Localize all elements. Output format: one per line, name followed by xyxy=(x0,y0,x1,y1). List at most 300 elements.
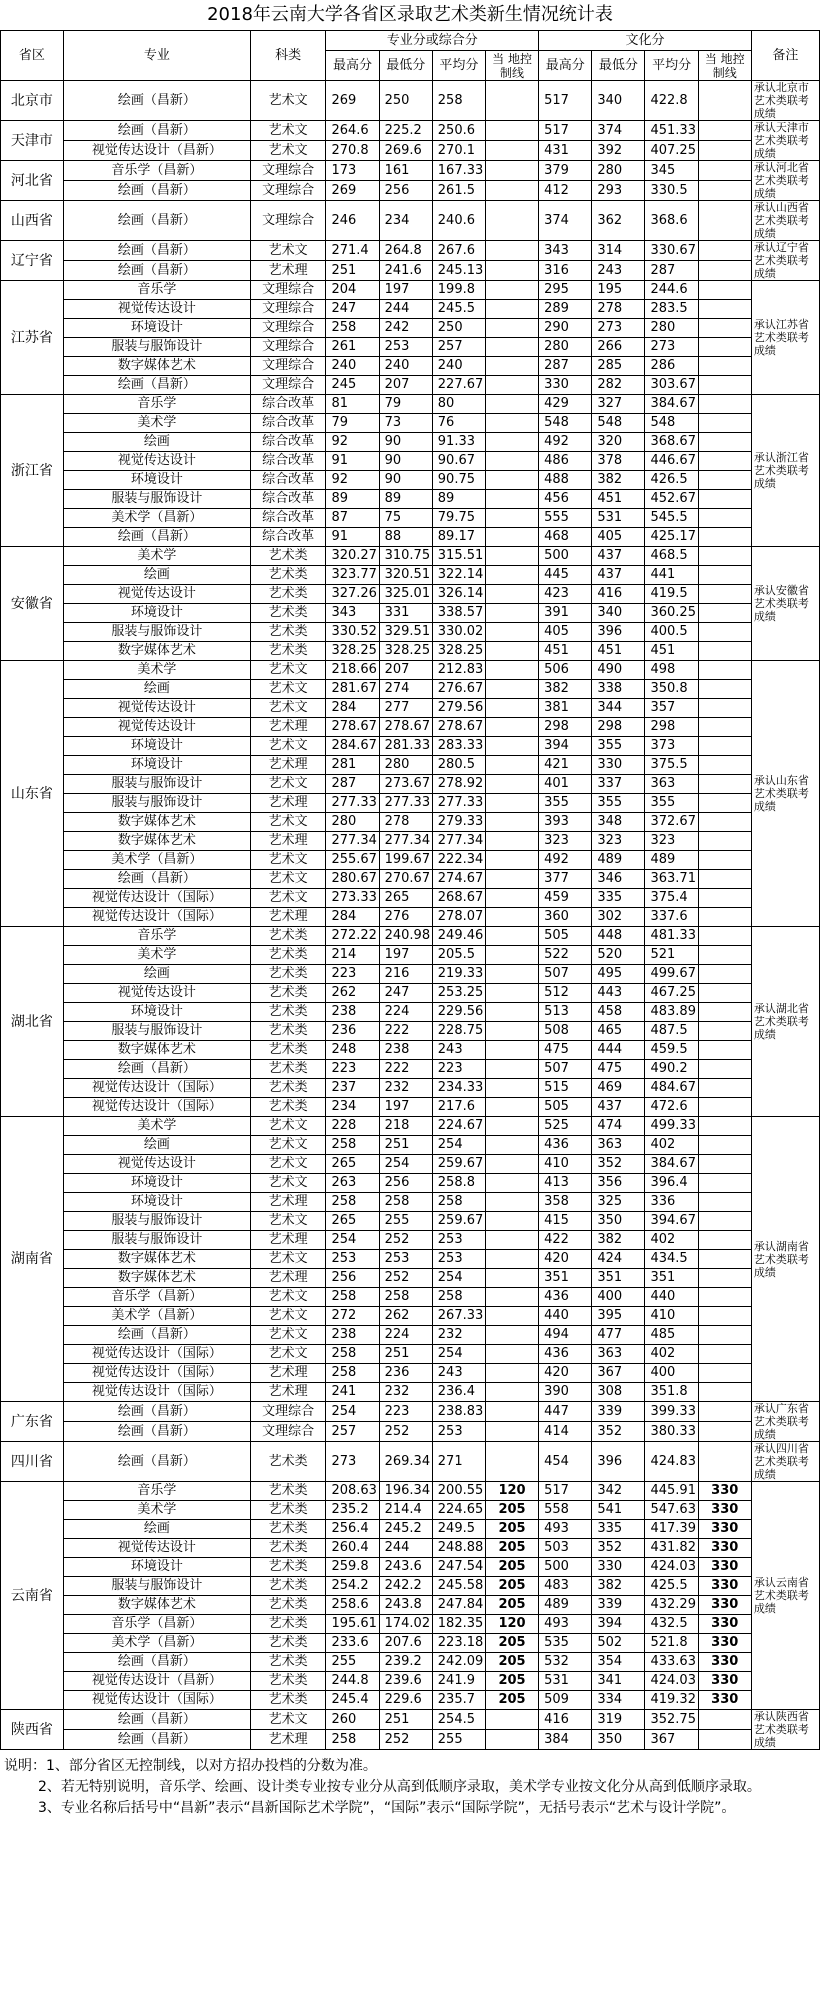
cell-cult-max: 391 xyxy=(539,604,592,623)
cell-cult-avg: 400 xyxy=(645,1364,698,1383)
cell-major: 环境设计 xyxy=(63,1558,250,1577)
cell-cult-line xyxy=(698,1345,751,1364)
cell-prof-max: 264.6 xyxy=(326,121,379,141)
cell-prof-line xyxy=(485,680,538,699)
cell-cult-max: 531 xyxy=(539,1672,592,1691)
cell-prof-line xyxy=(485,1003,538,1022)
cell-prof-min: 224 xyxy=(379,1003,432,1022)
cell-cult-line: 330 xyxy=(698,1672,751,1691)
cell-cult-max: 456 xyxy=(539,490,592,509)
cell-prof-min: 196.34 xyxy=(379,1482,432,1501)
cell-cult-avg: 402 xyxy=(645,1231,698,1250)
table-row xyxy=(1,946,820,965)
header-cult-control-line: 当 地控制线 xyxy=(698,51,751,81)
cell-category: 文理综合 xyxy=(250,1422,326,1442)
cell-prof-avg: 249.5 xyxy=(432,1520,485,1539)
table-row xyxy=(1,201,820,241)
cell-cult-min: 477 xyxy=(592,1326,645,1345)
cell-prof-min: 197 xyxy=(379,946,432,965)
table-row xyxy=(1,471,820,490)
cell-prof-avg: 232 xyxy=(432,1326,485,1345)
table-row xyxy=(1,319,820,338)
cell-prof-max: 262 xyxy=(326,984,379,1003)
cell-major: 绘画（昌新） xyxy=(63,1326,250,1345)
cell-cult-line xyxy=(698,281,751,300)
cell-cult-max: 513 xyxy=(539,1003,592,1022)
cell-prof-avg: 277.33 xyxy=(432,794,485,813)
cell-category: 艺术文 xyxy=(250,661,326,680)
cell-cult-min: 314 xyxy=(592,241,645,261)
cell-province: 河北省 xyxy=(1,161,64,201)
cell-cult-min: 382 xyxy=(592,471,645,490)
cell-note: 承认山西省艺术类联考成绩 xyxy=(751,201,819,241)
cell-cult-min: 320 xyxy=(592,433,645,452)
cell-prof-avg: 91.33 xyxy=(432,433,485,452)
cell-category: 艺术理 xyxy=(250,1730,326,1750)
cell-cult-line xyxy=(698,737,751,756)
cell-major: 美术学（昌新） xyxy=(63,1307,250,1326)
cell-cult-avg: 323 xyxy=(645,832,698,851)
cell-cult-avg: 410 xyxy=(645,1307,698,1326)
cell-major: 音乐学 xyxy=(63,395,250,414)
cell-cult-min: 350 xyxy=(592,1212,645,1231)
cell-cult-avg: 422.8 xyxy=(645,81,698,121)
cell-cult-max: 410 xyxy=(539,1155,592,1174)
cell-prof-line xyxy=(485,984,538,1003)
cell-prof-avg: 278.92 xyxy=(432,775,485,794)
cell-cult-min: 520 xyxy=(592,946,645,965)
cell-province: 浙江省 xyxy=(1,395,64,547)
cell-prof-max: 284.67 xyxy=(326,737,379,756)
cell-category: 艺术文 xyxy=(250,813,326,832)
cell-prof-min: 199.67 xyxy=(379,851,432,870)
cell-prof-max: 89 xyxy=(326,490,379,509)
cell-prof-line xyxy=(485,281,538,300)
cell-major: 视觉传达设计（昌新） xyxy=(63,141,250,161)
cell-cult-avg: 368.6 xyxy=(645,201,698,241)
cell-cult-min: 382 xyxy=(592,1577,645,1596)
cell-cult-max: 422 xyxy=(539,1231,592,1250)
cell-province: 云南省 xyxy=(1,1482,64,1710)
cell-prof-line xyxy=(485,1117,538,1136)
cell-category: 艺术类 xyxy=(250,1672,326,1691)
cell-prof-min: 223 xyxy=(379,1402,432,1422)
cell-prof-avg: 254 xyxy=(432,1269,485,1288)
cell-cult-avg: 483.89 xyxy=(645,1003,698,1022)
cell-cult-line xyxy=(698,181,751,201)
cell-major: 服装与服饰设计 xyxy=(63,338,250,357)
cell-prof-min: 331 xyxy=(379,604,432,623)
cell-prof-max: 343 xyxy=(326,604,379,623)
cell-prof-max: 258 xyxy=(326,1345,379,1364)
cell-cult-min: 394 xyxy=(592,1615,645,1634)
cell-major: 美术学 xyxy=(63,946,250,965)
cell-cult-min: 355 xyxy=(592,794,645,813)
cell-prof-line xyxy=(485,395,538,414)
cell-cult-max: 447 xyxy=(539,1402,592,1422)
table-row xyxy=(1,376,820,395)
table-row xyxy=(1,338,820,357)
table-row xyxy=(1,490,820,509)
cell-cult-avg: 373 xyxy=(645,737,698,756)
cell-cult-line xyxy=(698,376,751,395)
cell-prof-line xyxy=(485,319,538,338)
cell-cult-max: 355 xyxy=(539,794,592,813)
cell-cult-avg: 452.67 xyxy=(645,490,698,509)
cell-cult-line xyxy=(698,490,751,509)
cell-cult-max: 505 xyxy=(539,1098,592,1117)
cell-cult-max: 548 xyxy=(539,414,592,433)
cell-prof-max: 258 xyxy=(326,319,379,338)
cell-cult-max: 412 xyxy=(539,181,592,201)
cell-cult-min: 337 xyxy=(592,775,645,794)
cell-cult-line: 330 xyxy=(698,1520,751,1539)
table-row xyxy=(1,241,820,261)
cell-major: 美术学 xyxy=(63,1501,250,1520)
cell-cult-avg: 303.67 xyxy=(645,376,698,395)
cell-prof-line xyxy=(485,1422,538,1442)
table-row xyxy=(1,718,820,737)
cell-cult-line xyxy=(698,121,751,141)
cell-category: 艺术类 xyxy=(250,984,326,1003)
cell-prof-min: 277.33 xyxy=(379,794,432,813)
cell-cult-line: 330 xyxy=(698,1577,751,1596)
cell-cult-max: 459 xyxy=(539,889,592,908)
cell-major: 数字媒体艺术 xyxy=(63,1041,250,1060)
cell-prof-line xyxy=(485,1136,538,1155)
cell-cult-avg: 445.91 xyxy=(645,1482,698,1501)
cell-category: 文理综合 xyxy=(250,181,326,201)
cell-prof-max: 246 xyxy=(326,201,379,241)
cell-major: 绘画（昌新） xyxy=(63,1402,250,1422)
cell-prof-min: 225.2 xyxy=(379,121,432,141)
cell-prof-line xyxy=(485,1041,538,1060)
cell-category: 艺术文 xyxy=(250,1710,326,1730)
cell-category: 艺术理 xyxy=(250,1364,326,1383)
cell-cult-max: 394 xyxy=(539,737,592,756)
cell-prof-min: 240.98 xyxy=(379,927,432,946)
cell-category: 艺术类 xyxy=(250,547,326,566)
cell-prof-avg: 212.83 xyxy=(432,661,485,680)
cell-cult-avg: 368.67 xyxy=(645,433,698,452)
cell-cult-line xyxy=(698,395,751,414)
cell-prof-avg: 224.67 xyxy=(432,1117,485,1136)
cell-prof-line xyxy=(485,547,538,566)
cell-cult-avg: 351 xyxy=(645,1269,698,1288)
cell-cult-line xyxy=(698,433,751,452)
cell-cult-min: 363 xyxy=(592,1345,645,1364)
cell-prof-avg: 280.5 xyxy=(432,756,485,775)
cell-major: 绘画（昌新） xyxy=(63,261,250,281)
cell-prof-min: 197 xyxy=(379,281,432,300)
cell-category: 艺术文 xyxy=(250,1212,326,1231)
cell-cult-max: 431 xyxy=(539,141,592,161)
cell-province: 天津市 xyxy=(1,121,64,161)
cell-prof-min: 241.6 xyxy=(379,261,432,281)
cell-prof-line: 205 xyxy=(485,1558,538,1577)
cell-cult-line: 330 xyxy=(698,1558,751,1577)
cell-major: 服装与服饰设计 xyxy=(63,1577,250,1596)
cell-category: 艺术文 xyxy=(250,680,326,699)
cell-cult-min: 342 xyxy=(592,1482,645,1501)
table-row xyxy=(1,1653,820,1672)
cell-prof-min: 281.33 xyxy=(379,737,432,756)
table-row xyxy=(1,775,820,794)
cell-major: 绘画（昌新） xyxy=(63,81,250,121)
cell-cult-max: 507 xyxy=(539,1060,592,1079)
cell-prof-min: 277 xyxy=(379,699,432,718)
cell-prof-min: 243.6 xyxy=(379,1558,432,1577)
cell-cult-max: 451 xyxy=(539,642,592,661)
cell-prof-line xyxy=(485,1250,538,1269)
cell-major: 环境设计 xyxy=(63,319,250,338)
cell-cult-line xyxy=(698,357,751,376)
cell-prof-avg: 249.46 xyxy=(432,927,485,946)
cell-prof-line: 120 xyxy=(485,1482,538,1501)
table-row xyxy=(1,1117,820,1136)
cell-prof-avg: 254 xyxy=(432,1136,485,1155)
cell-cult-line xyxy=(698,1383,751,1402)
cell-major: 视觉传达设计（国际） xyxy=(63,889,250,908)
cell-prof-min: 269.6 xyxy=(379,141,432,161)
cell-cult-avg: 446.67 xyxy=(645,452,698,471)
cell-category: 文理综合 xyxy=(250,161,326,181)
cell-major: 绘画（昌新） xyxy=(63,181,250,201)
cell-prof-max: 320.27 xyxy=(326,547,379,566)
cell-prof-max: 236 xyxy=(326,1022,379,1041)
cell-prof-max: 284 xyxy=(326,699,379,718)
cell-prof-avg: 217.6 xyxy=(432,1098,485,1117)
cell-prof-line xyxy=(485,870,538,889)
cell-cult-line xyxy=(698,642,751,661)
cell-cult-max: 489 xyxy=(539,1596,592,1615)
cell-prof-min: 277.34 xyxy=(379,832,432,851)
cell-cult-avg: 287 xyxy=(645,261,698,281)
cell-cult-min: 340 xyxy=(592,81,645,121)
cell-cult-min: 396 xyxy=(592,623,645,642)
cell-cult-min: 451 xyxy=(592,642,645,661)
cell-cult-line: 330 xyxy=(698,1482,751,1501)
cell-cult-line xyxy=(698,794,751,813)
cell-cult-avg: 440 xyxy=(645,1288,698,1307)
cell-cult-avg: 547.63 xyxy=(645,1501,698,1520)
cell-prof-max: 258 xyxy=(326,1288,379,1307)
cell-prof-line xyxy=(485,161,538,181)
cell-major: 绘画（昌新） xyxy=(63,1730,250,1750)
cell-category: 艺术类 xyxy=(250,1615,326,1634)
table-row xyxy=(1,357,820,376)
cell-category: 艺术类 xyxy=(250,566,326,585)
cell-major: 美术学 xyxy=(63,1117,250,1136)
table-row xyxy=(1,1383,820,1402)
cell-cult-max: 506 xyxy=(539,661,592,680)
cell-prof-avg: 248.88 xyxy=(432,1539,485,1558)
table-row xyxy=(1,1231,820,1250)
cell-cult-line: 330 xyxy=(698,1596,751,1615)
table-row xyxy=(1,794,820,813)
cell-cult-avg: 499.33 xyxy=(645,1117,698,1136)
cell-prof-line xyxy=(485,181,538,201)
cell-major: 视觉传达设计 xyxy=(63,984,250,1003)
cell-cult-min: 319 xyxy=(592,1710,645,1730)
cell-cult-avg: 451 xyxy=(645,642,698,661)
cell-prof-max: 328.25 xyxy=(326,642,379,661)
cell-prof-min: 244 xyxy=(379,300,432,319)
cell-prof-line xyxy=(485,756,538,775)
cell-prof-avg: 258.8 xyxy=(432,1174,485,1193)
cell-major: 美术学（昌新） xyxy=(63,1634,250,1653)
cell-cult-min: 490 xyxy=(592,661,645,680)
cell-prof-avg: 258 xyxy=(432,1288,485,1307)
cell-prof-line xyxy=(485,1079,538,1098)
cell-category: 艺术类 xyxy=(250,1558,326,1577)
cell-major: 绘画（昌新） xyxy=(63,870,250,889)
cell-cult-max: 493 xyxy=(539,1520,592,1539)
cell-province: 山东省 xyxy=(1,661,64,927)
cell-cult-max: 445 xyxy=(539,566,592,585)
cell-prof-line xyxy=(485,1442,538,1482)
cell-prof-min: 252 xyxy=(379,1730,432,1750)
cell-cult-min: 378 xyxy=(592,452,645,471)
cell-prof-min: 222 xyxy=(379,1022,432,1041)
cell-prof-avg: 253 xyxy=(432,1231,485,1250)
cell-major: 视觉传达设计（国际） xyxy=(63,1079,250,1098)
cell-cult-max: 289 xyxy=(539,300,592,319)
header-prof-control-line: 当 地控制线 xyxy=(485,51,538,81)
cell-prof-line xyxy=(485,775,538,794)
table-row xyxy=(1,1596,820,1615)
table-row xyxy=(1,1672,820,1691)
cell-prof-avg: 268.67 xyxy=(432,889,485,908)
cell-cult-avg: 426.5 xyxy=(645,471,698,490)
cell-cult-min: 195 xyxy=(592,281,645,300)
cell-cult-line xyxy=(698,1193,751,1212)
cell-note: 承认陕西省艺术类联考成绩 xyxy=(751,1710,819,1750)
cell-prof-max: 272.22 xyxy=(326,927,379,946)
cell-category: 文理综合 xyxy=(250,338,326,357)
cell-cult-line xyxy=(698,718,751,737)
cell-cult-avg: 375.4 xyxy=(645,889,698,908)
cell-cult-max: 381 xyxy=(539,699,592,718)
cell-prof-avg: 254 xyxy=(432,1345,485,1364)
cell-major: 数字媒体艺术 xyxy=(63,1269,250,1288)
cell-province: 湖北省 xyxy=(1,927,64,1117)
cell-prof-avg: 254.5 xyxy=(432,1710,485,1730)
cell-major: 服装与服饰设计 xyxy=(63,775,250,794)
cell-category: 文理综合 xyxy=(250,281,326,300)
cell-prof-line xyxy=(485,1364,538,1383)
cell-major: 绘画 xyxy=(63,1520,250,1539)
cell-cult-line: 330 xyxy=(698,1615,751,1634)
cell-prof-max: 245 xyxy=(326,376,379,395)
cell-cult-avg: 425.17 xyxy=(645,528,698,547)
cell-note: 承认四川省艺术类联考成绩 xyxy=(751,1442,819,1482)
cell-cult-max: 290 xyxy=(539,319,592,338)
cell-cult-avg: 330.67 xyxy=(645,241,698,261)
cell-prof-min: 224 xyxy=(379,1326,432,1345)
cell-prof-max: 278.67 xyxy=(326,718,379,737)
cell-prof-line xyxy=(485,1288,538,1307)
cell-prof-max: 255.67 xyxy=(326,851,379,870)
cell-prof-line xyxy=(485,1730,538,1750)
cell-cult-min: 339 xyxy=(592,1596,645,1615)
cell-prof-max: 254 xyxy=(326,1231,379,1250)
cell-prof-min: 258 xyxy=(379,1193,432,1212)
table-row xyxy=(1,1634,820,1653)
cell-prof-line xyxy=(485,376,538,395)
cell-prof-min: 256 xyxy=(379,1174,432,1193)
cell-cult-avg: 424.83 xyxy=(645,1442,698,1482)
table-row xyxy=(1,1442,820,1482)
cell-cult-max: 420 xyxy=(539,1250,592,1269)
cell-cult-max: 351 xyxy=(539,1269,592,1288)
cell-prof-avg: 261.5 xyxy=(432,181,485,201)
cell-cult-avg: 441 xyxy=(645,566,698,585)
cell-cult-min: 335 xyxy=(592,1520,645,1539)
cell-category: 艺术文 xyxy=(250,1307,326,1326)
cell-cult-avg: 487.5 xyxy=(645,1022,698,1041)
cell-prof-avg: 243 xyxy=(432,1041,485,1060)
cell-category: 艺术文 xyxy=(250,1288,326,1307)
cell-cult-avg: 360.25 xyxy=(645,604,698,623)
cell-province: 江苏省 xyxy=(1,281,64,395)
cell-cult-line xyxy=(698,1710,751,1730)
cell-cult-max: 535 xyxy=(539,1634,592,1653)
cell-prof-line xyxy=(485,566,538,585)
cell-cult-line xyxy=(698,1060,751,1079)
cell-prof-avg: 219.33 xyxy=(432,965,485,984)
cell-cult-max: 330 xyxy=(539,376,592,395)
cell-cult-min: 298 xyxy=(592,718,645,737)
cell-cult-avg: 407.25 xyxy=(645,141,698,161)
cell-cult-line xyxy=(698,1136,751,1155)
cell-cult-line xyxy=(698,813,751,832)
cell-cult-avg: 394.67 xyxy=(645,1212,698,1231)
cell-prof-avg: 253.25 xyxy=(432,984,485,1003)
cell-prof-min: 90 xyxy=(379,471,432,490)
cell-major: 视觉传达设计 xyxy=(63,699,250,718)
cell-cult-max: 515 xyxy=(539,1079,592,1098)
cell-prof-line xyxy=(485,1307,538,1326)
cell-prof-max: 280 xyxy=(326,813,379,832)
table-row xyxy=(1,1003,820,1022)
table-body xyxy=(1,81,820,1750)
cell-cult-max: 374 xyxy=(539,201,592,241)
header-culture-score: 文化分 xyxy=(539,31,752,51)
table-row xyxy=(1,509,820,528)
cell-prof-avg: 315.51 xyxy=(432,547,485,566)
cell-cult-max: 316 xyxy=(539,261,592,281)
cell-cult-avg: 432.29 xyxy=(645,1596,698,1615)
cell-prof-max: 92 xyxy=(326,471,379,490)
cell-category: 综合改革 xyxy=(250,395,326,414)
cell-major: 绘画 xyxy=(63,566,250,585)
cell-prof-avg: 227.67 xyxy=(432,376,485,395)
cell-prof-avg: 259.67 xyxy=(432,1155,485,1174)
table-row xyxy=(1,528,820,547)
cell-prof-line xyxy=(485,794,538,813)
cell-prof-line xyxy=(485,490,538,509)
cell-cult-min: 273 xyxy=(592,319,645,338)
cell-category: 艺术文 xyxy=(250,241,326,261)
cell-category: 艺术理 xyxy=(250,756,326,775)
cell-major: 视觉传达设计（国际） xyxy=(63,1098,250,1117)
cell-category: 文理综合 xyxy=(250,1402,326,1422)
cell-cult-avg: 298 xyxy=(645,718,698,737)
header-note: 备注 xyxy=(751,31,819,81)
cell-prof-avg: 247.84 xyxy=(432,1596,485,1615)
cell-prof-min: 222 xyxy=(379,1060,432,1079)
